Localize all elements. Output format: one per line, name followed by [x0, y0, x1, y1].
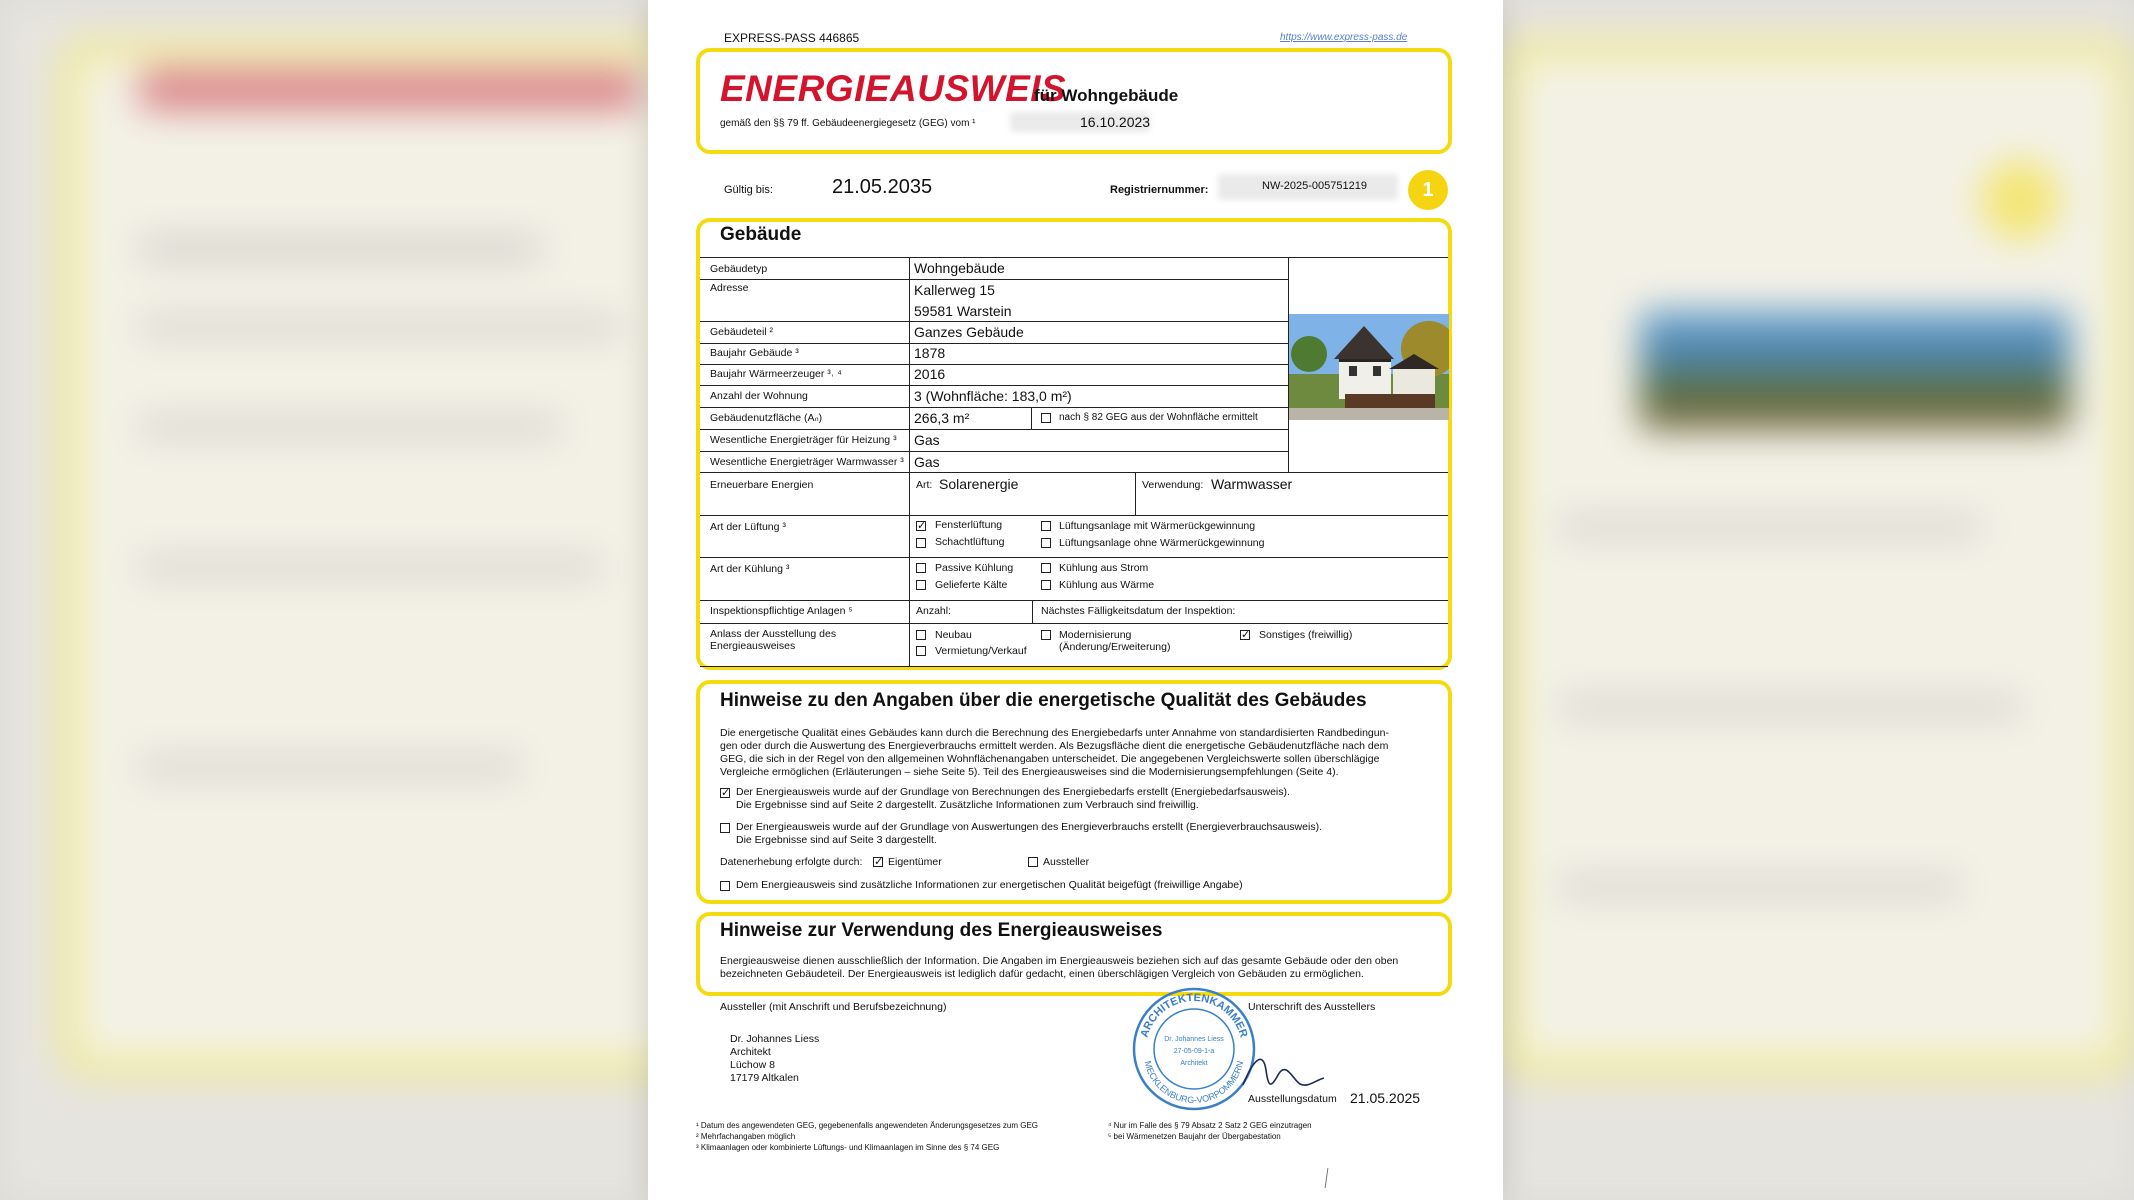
footnote-1: ¹ Datum des angewendeten GEG, gegebenenfalls angewendeten Änderungsgesetzes zum GEG [696, 1121, 1038, 1130]
demand-certificate-text [736, 786, 1436, 812]
notes-line-2: gen oder durch die Auswertung des Energieverbrauchs ermittelt werden. Als Bezugsfläche dient die energetische Gebäudenutzfläche nach dem [720, 740, 1389, 752]
backdrop-line [140, 760, 520, 774]
svg-text:27-05-09-1-a: 27-05-09-1-a [1173, 1048, 1215, 1055]
certificate-title: ENERGIEAUSWEIS [720, 68, 1067, 109]
data-collection-label: Datenerhebung erfolgte durch: [720, 856, 863, 868]
renewable-use-value: Warmwasser [1211, 476, 1293, 492]
notes-paragraph [720, 727, 1440, 779]
issuer-section-label: Aussteller (mit Anschrift und Berufsbezeichnung) [720, 1001, 947, 1013]
law-date: 16.10.2023 [1080, 114, 1151, 130]
valid-until-label: Gültig bis: [724, 184, 773, 196]
heat-cooling-label: Kühlung aus Wärme [1059, 579, 1155, 591]
backdrop-panel-left [60, 40, 696, 1076]
valid-until-date: 21.05.2035 [832, 176, 933, 198]
certificate-subtitle: für Wohngebäude [1034, 86, 1179, 105]
svg-text:Architekt: Architekt [1180, 1060, 1208, 1067]
issue-date-label: Ausstellungsdatum [1248, 1093, 1337, 1105]
row-value-usable-area: 266,3 m² [914, 410, 970, 426]
window-ventilation-checkbox[interactable]: ✓ [917, 520, 927, 532]
footnote-4: ⁴ Nur im Falle des § 79 Absatz 2 Satz 2 GEG einzutragen [1108, 1121, 1312, 1130]
demand-certificate-line-1: Der Energieausweis wurde auf der Grundlage von Berechnungen des Energiebedarfs erstellt (Energiebedarfsausweis). [736, 786, 1290, 798]
signature-image [1238, 1040, 1328, 1100]
issue-date: 21.05.2025 [1350, 1090, 1421, 1106]
express-pass-label: EXPRESS-PASS 446865 [724, 31, 860, 45]
consumption-certificate-checkbox[interactable] [720, 823, 730, 833]
backdrop-badge [1980, 160, 2060, 240]
footnote-2: ² Mehrfachangaben möglich [696, 1132, 796, 1141]
passive-cooling-checkbox[interactable] [916, 563, 926, 573]
page-number-badge: 1 [1408, 170, 1448, 210]
new-building-label: Neubau [935, 629, 972, 641]
area-from-living-space-label: nach § 82 GEG aus der Wohnfläche ermittelt [1059, 412, 1258, 423]
shaft-ventilation-checkbox[interactable] [916, 538, 926, 548]
consumption-certificate-line-2: Die Ergebnisse sind auf Seite 3 dargestellt. [736, 834, 937, 846]
cooling-label: Art der Kühlung ³ [710, 563, 790, 575]
inspection-label: Inspektionspflichtige Anlagen ⁵ [710, 605, 853, 617]
renewable-type-value: Solarenergie [939, 476, 1019, 492]
additional-info-label: Dem Energieausweis sind zusätzliche Informationen zur energetischen Qualität beigefügt (freiwillige Angabe) [736, 879, 1243, 891]
svg-text:ARCHITEKTENKAMMER: ARCHITEKTENKAMMER [1138, 991, 1250, 1039]
issuer-checkbox[interactable] [1028, 857, 1038, 867]
usage-section-title: Hinweise zur Verwendung des Energieausweises [720, 920, 1163, 941]
backdrop-line [1560, 700, 2020, 714]
notes-section-title: Hinweise zu den Angaben über die energetische Qualität des Gebäudes [720, 690, 1367, 711]
row-label-building-part: Gebäudeteil ² [710, 326, 774, 338]
inspection-count-label: Anzahl: [916, 605, 952, 617]
issuer-profession: Architekt [730, 1046, 771, 1058]
backdrop-line [140, 320, 620, 334]
title-box [696, 48, 1452, 154]
owner-label: Eigentümer [888, 856, 942, 868]
registration-label: Registriernummer: [1110, 184, 1209, 196]
electric-cooling-label: Kühlung aus Strom [1059, 562, 1149, 574]
building-photo [1289, 314, 1449, 420]
issuer-street: Lüchow 8 [730, 1059, 775, 1071]
demand-certificate-line-2: Die Ergebnisse sind auf Seite 2 dargestellt. Zusätzliche Informationen zum Verbrauch sind freiwillig. [736, 799, 1199, 811]
backdrop-line [140, 240, 540, 258]
row-value-address-street: Kallerweg 15 [914, 282, 995, 298]
notes-line-3: GEG, die sich in der Regel von den allgemeinen Wohnflächenangaben unterscheidet. Die angegebenen Vergleichswerte sollen überschlägige [720, 753, 1380, 765]
row-value-address-city: 59581 Warstein [914, 303, 1012, 319]
issuer-name: Dr. Johannes Liess [730, 1033, 820, 1045]
owner-checkbox[interactable]: ✓ [874, 856, 884, 868]
row-value-unit-count: 3 (Wohnfläche: 183,0 m²) [914, 388, 1072, 404]
row-value-heating-carrier: Gas [914, 432, 940, 448]
other-voluntary-checkbox[interactable]: ✓ [1241, 629, 1251, 641]
issuer-city: 17179 Altkalen [730, 1072, 799, 1084]
renewable-energy-label: Erneuerbare Energien [710, 479, 814, 491]
header-url-link[interactable]: https://www.express-pass.de [1280, 32, 1408, 43]
row-label-usable-area: Gebäudenutzfläche (Aₙ) [710, 412, 823, 424]
backdrop-line [1560, 880, 1960, 894]
modernization-checkbox[interactable] [1041, 630, 1051, 640]
ventilation-heat-recovery-label: Lüftungsanlage mit Wärmerückgewinnung [1059, 520, 1256, 532]
row-value-year-built: 1878 [914, 345, 946, 361]
backdrop-title [140, 70, 640, 110]
registration-number: NW-2025-005751219 [1262, 180, 1367, 192]
rent-sale-checkbox[interactable] [916, 646, 926, 656]
usage-line-2: bezeichneten Gebäudeteil. Der Energieausweis ist lediglich dafür gedacht, einen überschlägigen Vergleich von Gebäuden zu ermöglichen. [720, 968, 1364, 980]
row-label-unit-count: Anzahl der Wohnung [710, 390, 808, 402]
usage-line-1: Energieausweise dienen ausschließlich der Information. Die Angaben im Energieausweis beziehen sich auf das gesamte Gebäude oder den oben [720, 955, 1399, 967]
window-ventilation-label: Fensterlüftung [935, 519, 1003, 531]
ventilation-heat-recovery-checkbox[interactable] [1041, 521, 1051, 531]
demand-certificate-checkbox[interactable]: ✓ [721, 787, 731, 799]
electric-cooling-checkbox[interactable] [1041, 563, 1051, 573]
law-reference: gemäß den §§ 79 ff. Gebäudeenergiegesetz (GEG) vom ¹ [720, 118, 976, 129]
row-value-building-part: Ganzes Gebäude [914, 324, 1024, 340]
rent-sale-label: Vermietung/Verkauf [935, 645, 1027, 657]
additional-info-checkbox[interactable] [720, 881, 730, 891]
usage-paragraph [720, 955, 1440, 981]
ventilation-no-recovery-label: Lüftungsanlage ohne Wärmerückgewinnung [1059, 537, 1265, 549]
footnotes-left [696, 1120, 1038, 1153]
other-voluntary-label: Sonstiges (freiwillig) [1259, 629, 1353, 641]
inspection-due-label: Nächstes Fälligkeitsdatum der Inspektion: [1041, 605, 1236, 617]
ventilation-no-recovery-checkbox[interactable] [1041, 538, 1051, 548]
energy-certificate-page [648, 0, 1503, 1200]
heat-cooling-checkbox[interactable] [1041, 580, 1051, 590]
consumption-certificate-line-1: Der Energieausweis wurde auf der Grundlage von Auswertungen des Energieverbrauchs erstellt (Energieverbrauchsausweis). [736, 821, 1322, 833]
ventilation-label: Art der Lüftung ³ [710, 521, 786, 533]
row-value-heater-year: 2016 [914, 366, 946, 382]
row-value-building-type: Wohngebäude [914, 260, 1005, 276]
row-label-address: Adresse [710, 282, 749, 294]
notes-line-1: Die energetische Qualität eines Gebäudes kann durch die Berechnung des Energiebedarfs unter Annahme von standardisierten Randbedingun- [720, 727, 1389, 739]
backdrop-line [1560, 520, 1980, 534]
footnote-5: ⁵ bei Wärmenetzen Baujahr der Übergabestation [1108, 1132, 1281, 1141]
row-label-hotwater-carrier: Wesentliche Energieträger Warmwasser ³ [710, 456, 904, 468]
backdrop-line [140, 560, 600, 574]
renewable-use-label: Verwendung: [1142, 479, 1204, 491]
area-from-living-space-checkbox[interactable] [1041, 413, 1051, 423]
delivered-cold-label: Gelieferte Kälte [935, 579, 1008, 591]
row-label-year-built: Baujahr Gebäude ³ [710, 347, 799, 359]
modernization-sublabel: (Änderung/Erweiterung) [1059, 641, 1171, 653]
row-label-heater-year: Baujahr Wärmeerzeuger ³˒ ⁴ [710, 368, 842, 380]
modernization-label: Modernisierung [1059, 629, 1132, 641]
svg-text:Dr. Johannes Liess: Dr. Johannes Liess [1164, 1036, 1224, 1043]
renewable-type-label: Art: [916, 479, 933, 491]
notes-line-4: Vergleiche ermöglichen (Erläuterungen – siehe Seite 5). Teil des Energieausweises sind die Modernisierungsempfehlungen (Seite 4). [720, 766, 1339, 778]
footnote-3: ³ Klimaanlagen oder kombinierte Lüftungs- und Klimaanlagen im Sinne des § 74 GEG [696, 1143, 1000, 1152]
building-section-title: Gebäude [720, 224, 802, 245]
row-label-building-type: Gebäudetyp [710, 263, 768, 275]
row-label-heating-carrier: Wesentliche Energieträger für Heizung ³ [710, 434, 897, 446]
backdrop-line [140, 420, 560, 434]
issuer-label: Aussteller [1043, 856, 1090, 868]
row-value-hotwater-carrier: Gas [914, 454, 940, 470]
issue-reason-label: Anlass der Ausstellung des Energieausweises [710, 628, 837, 652]
signature-label: Unterschrift des Ausstellers [1248, 1001, 1376, 1013]
new-building-checkbox[interactable] [916, 630, 926, 640]
shaft-ventilation-label: Schachtlüftung [935, 536, 1005, 548]
svg-text:MECKLENBURG-VORPOMMERN: MECKLENBURG-VORPOMMERN [1142, 1059, 1246, 1106]
consumption-certificate-text [736, 821, 1436, 847]
footnotes-right [1108, 1120, 1312, 1142]
backdrop-photo [1640, 310, 2070, 430]
delivered-cold-checkbox[interactable] [916, 580, 926, 590]
passive-cooling-label: Passive Kühlung [935, 562, 1014, 574]
scan-mark [1325, 1168, 1329, 1188]
